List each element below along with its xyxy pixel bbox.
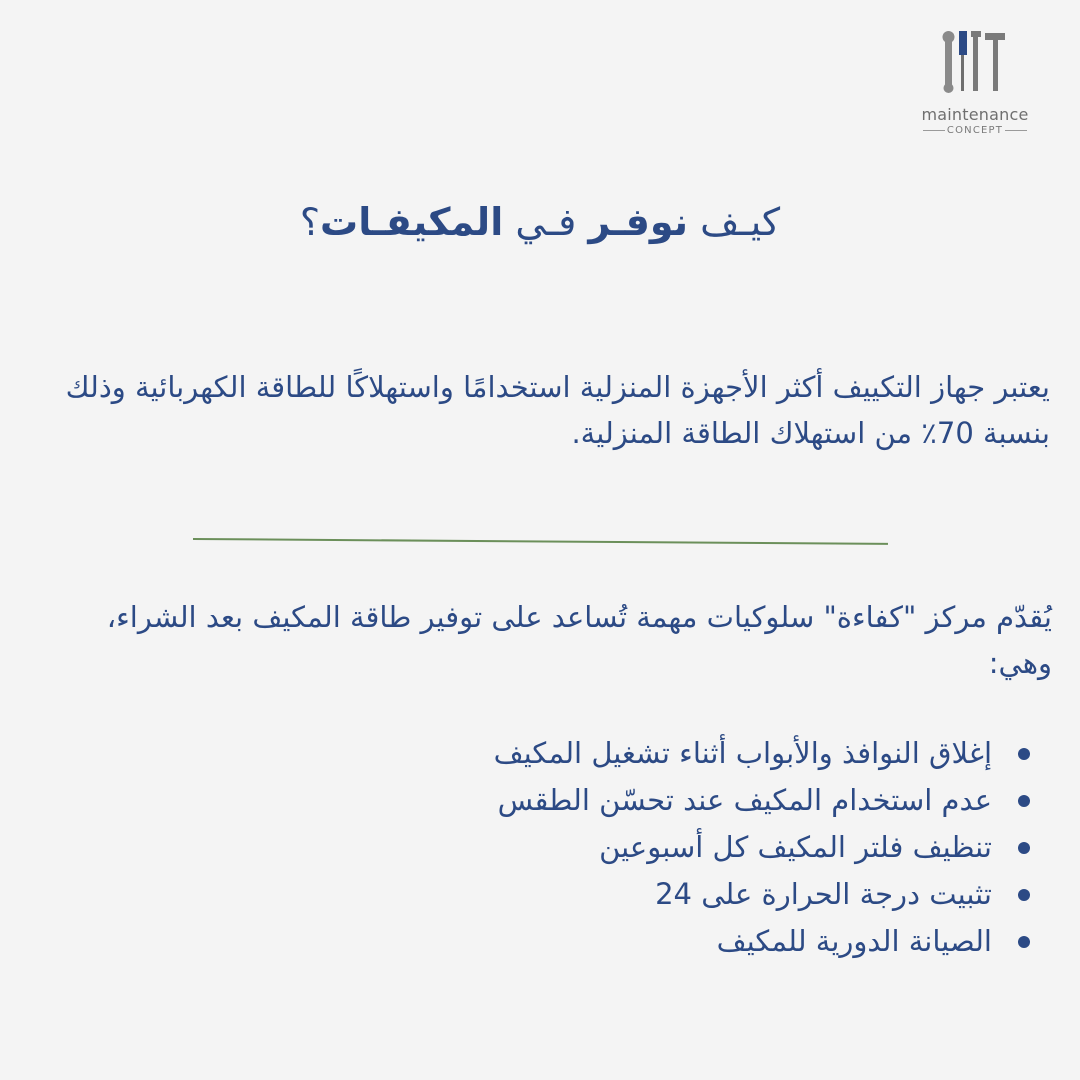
section-divider — [193, 538, 888, 545]
bullet-icon — [1018, 795, 1030, 807]
tip-text: إغلاق النوافذ والأبواب أثناء تشغيل المكيف — [493, 736, 992, 770]
maintenance-tools-icon — [935, 25, 1015, 105]
list-item — [192, 730, 992, 777]
page-title — [0, 200, 1080, 244]
title-word-acs: المكيفـات — [320, 200, 504, 244]
list-item — [192, 824, 992, 871]
logo-rule-right — [1005, 130, 1027, 131]
logo-wordmark: maintenance — [921, 105, 1029, 124]
title-word-in: فـي — [515, 200, 577, 244]
logo-subtitle: CONCEPT — [946, 125, 1004, 136]
logo-rule-left — [923, 130, 945, 131]
tip-text: تثبيت درجة الحرارة على 24 — [655, 877, 992, 911]
tips-list — [192, 730, 992, 965]
tip-text: عدم استخدام المكيف عند تحسّن الطقس — [497, 783, 992, 817]
list-item — [192, 918, 992, 965]
lead-paragraph: يُقدّم مركز "كفاءة" سلوكيات مهمة تُساعد على توفير طاقة المكيف بعد الشراء، وهي: — [106, 600, 1052, 680]
list-item — [192, 871, 992, 918]
bullet-icon — [1018, 936, 1030, 948]
bullet-icon — [1018, 842, 1030, 854]
list-item — [192, 777, 992, 824]
title-question-mark: ؟ — [299, 200, 321, 244]
tip-text: الصيانة الدورية للمكيف — [716, 924, 992, 958]
bullet-icon — [1018, 748, 1030, 760]
tip-text: تنظيف فلتر المكيف كل أسبوعين — [599, 830, 992, 864]
title-word-save: نوفـر — [588, 200, 688, 244]
title-word-how: كيـف — [700, 200, 781, 244]
bullet-icon — [1018, 889, 1030, 901]
intro-paragraph: يعتبر جهاز التكييف أكثر الأجهزة المنزلية استخدامًا واستهلاكًا للطاقة الكهربائية وذلك بنسبة 70٪ من استهلاك الطاقة المنزلية. — [65, 370, 1050, 450]
logo-subtitle-row — [905, 125, 1045, 136]
brand-logo — [905, 25, 1045, 143]
